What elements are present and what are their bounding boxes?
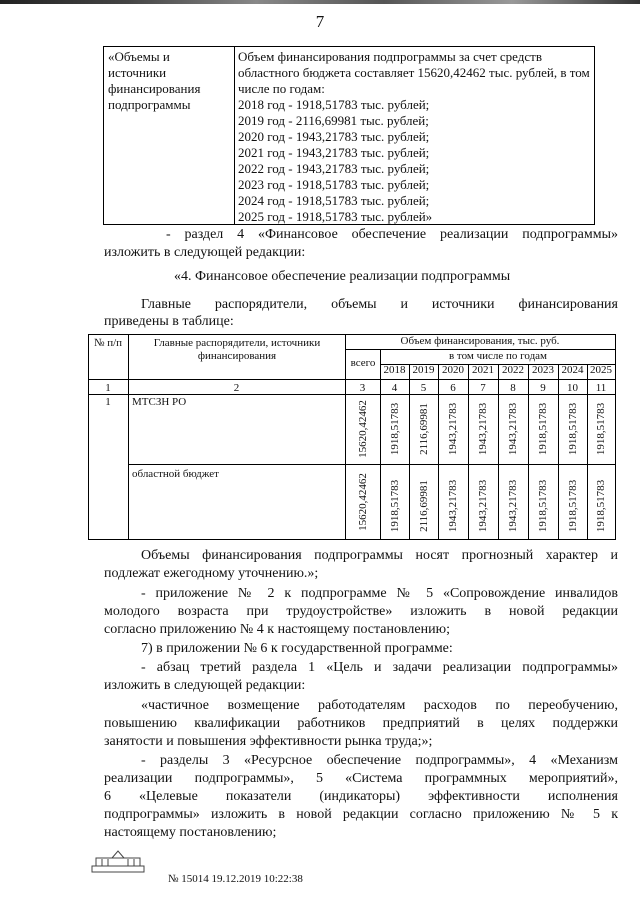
header-year: 2024 xyxy=(561,364,584,376)
passport-value-line: 2019 год - 2116,69981 тыс. рублей; xyxy=(238,113,429,128)
passport-value-line: числе по годам: xyxy=(238,81,325,96)
header-distributors: Главные распорядители, источники финансирования xyxy=(153,337,321,362)
section4-title: «4. Финансовое обеспечение реализации подпрограммы xyxy=(174,269,511,284)
scan-top-edge xyxy=(0,0,640,4)
row-name: областной бюджет xyxy=(132,468,219,480)
row-year-value: 1943,21783 xyxy=(477,479,489,533)
header-year: 2018 xyxy=(383,364,406,376)
passport-label-line: подпрограммы xyxy=(108,97,191,112)
header-year: 2025 xyxy=(590,364,612,376)
header-num: № п/п xyxy=(93,337,123,349)
row-year-value: 1918,51783 xyxy=(567,402,579,456)
row-year-value: 1943,21783 xyxy=(507,479,519,533)
section4-intro: - раздел 4 «Финансовое обеспечение реализации подпрограммы» xyxy=(166,227,618,242)
passport-value-line: 2018 год - 1918,51783 тыс. рублей; xyxy=(238,97,430,112)
passport-value-line: 2025 год - 1918,51783 тыс. рублей» xyxy=(238,209,433,224)
finance-table xyxy=(88,334,615,540)
header-by-year: в том числе по годам xyxy=(448,350,548,362)
passport-label-line: финансирования xyxy=(108,81,201,96)
passport-value-line: 2024 год - 1918,51783 тыс. рублей; xyxy=(238,193,430,208)
col-number: 1 xyxy=(105,382,111,394)
col-number: 4 xyxy=(391,382,398,394)
row-year-value: 1918,51783 xyxy=(537,402,549,456)
paragraph-line: занятости и повышения эффективности рынка труда;»; xyxy=(104,734,433,749)
paragraph-line: - разделы 3 «Ресурсное обеспечение подпрограммы», 4 «Механизм xyxy=(141,753,618,768)
row-year-value: 1943,21783 xyxy=(447,402,459,456)
passport-value-line: Объем финансирования подпрограммы за счет средств xyxy=(238,49,542,64)
header-year: 2021 xyxy=(472,364,494,376)
paragraph-line: Объемы финансирования подпрограммы носят прогнозный характер и xyxy=(141,548,618,563)
passport-value-line: 2022 год - 1943,21783 тыс. рублей; xyxy=(238,161,430,176)
row-total: 15620,42462 xyxy=(357,400,369,458)
paragraph-line: подлежат ежегодному уточнению.»; xyxy=(104,566,319,581)
row-year-value: 1918,51783 xyxy=(537,479,549,533)
row-year-value: 1918,51783 xyxy=(595,479,607,533)
col-number: 6 xyxy=(450,382,456,394)
row-year-value: 1943,21783 xyxy=(447,479,459,533)
paragraph-line: подпрограммы» изложить в новой редакции согласно приложению № 5 к xyxy=(104,807,618,822)
header-year: 2019 xyxy=(412,364,435,376)
row-name: МТСЗН РО xyxy=(132,396,187,408)
passport-value-line: 2020 год - 1943,21783 тыс. рублей; xyxy=(238,129,430,144)
col-number: 3 xyxy=(359,382,366,394)
main-text-line: приведены в таблице: xyxy=(104,314,234,329)
header-total: всего xyxy=(350,357,376,369)
paragraph-line: - абзац третий раздела 1 «Цель и задачи реализации подпрограммы» xyxy=(141,660,618,675)
passport-label-line: «Объемы и xyxy=(108,49,170,64)
row-year-value: 2116,69981 xyxy=(418,480,430,532)
header-volume: Объем финансирования, тыс. руб. xyxy=(400,335,560,347)
section4-intro-cont: изложить в следующей редакции: xyxy=(104,245,306,260)
row-year-value: 1918,51783 xyxy=(389,402,401,456)
document-registration: № 15014 19.12.2019 10:22:38 xyxy=(168,873,303,885)
paragraph-line: согласно приложению № 4 к настоящему постановлению; xyxy=(104,622,450,637)
passport-value xyxy=(238,49,593,225)
paragraph-line: реализации подпрограммы», 5 «Система программных мероприятий», xyxy=(104,771,618,786)
col-number: 5 xyxy=(420,382,427,394)
col-number: 11 xyxy=(595,382,607,394)
paragraph-line: 7) в приложении № 6 к государственной программе: xyxy=(141,641,453,656)
paragraph-line: 6 «Целевые показатели (индикаторы) эффективности исполнения xyxy=(104,789,618,804)
row-num: 1 xyxy=(105,396,111,408)
page-number: 7 xyxy=(315,12,325,31)
header-year: 2023 xyxy=(532,364,554,376)
passport-value-line: областного бюджета составляет 15620,42462 тыс. рублей, в том xyxy=(238,65,590,80)
header-year: 2020 xyxy=(442,364,464,376)
row-year-value: 1918,51783 xyxy=(595,402,607,456)
passport-label xyxy=(108,49,232,113)
building-stamp-icon xyxy=(90,848,146,874)
row-year-value: 2116,69981 xyxy=(418,403,430,455)
passport-value-line: 2023 год - 1918,51783 тыс. рублей; xyxy=(238,177,430,192)
col-number: 9 xyxy=(540,382,546,394)
paragraph-line: - приложение № 2 к подпрограмме № 5 «Сопровождение инвалидов xyxy=(141,586,618,601)
col-number: 8 xyxy=(510,382,516,394)
main-text-line: Главные распорядители, объемы и источники финансирования xyxy=(141,297,618,312)
row-year-value: 1918,51783 xyxy=(567,479,579,533)
row-year-value: 1943,21783 xyxy=(477,402,489,456)
passport-divider xyxy=(234,47,235,224)
col-number: 10 xyxy=(567,382,578,394)
paragraph-line: «частичное возмещение работодателям расходов по переобучению, xyxy=(141,698,618,713)
paragraph-line: повышению квалификации работников предприятий в целях поддержки xyxy=(104,716,618,731)
passport-table xyxy=(103,46,595,225)
col-number: 2 xyxy=(233,382,240,394)
passport-label-line: источники xyxy=(108,65,167,80)
row-year-value: 1943,21783 xyxy=(507,402,519,456)
passport-value-line: 2021 год - 1943,21783 тыс. рублей; xyxy=(238,145,430,160)
paragraph-line: изложить в следующей редакции: xyxy=(104,678,306,693)
paragraph-line: молодого возраста при трудоустройстве» изложить в новой редакции xyxy=(104,604,618,619)
paragraph-line: настоящему постановлению; xyxy=(104,825,277,840)
header-year: 2022 xyxy=(502,364,524,376)
row-total: 15620,42462 xyxy=(357,473,369,531)
row-year-value: 1918,51783 xyxy=(389,479,401,533)
col-number: 7 xyxy=(480,382,486,394)
